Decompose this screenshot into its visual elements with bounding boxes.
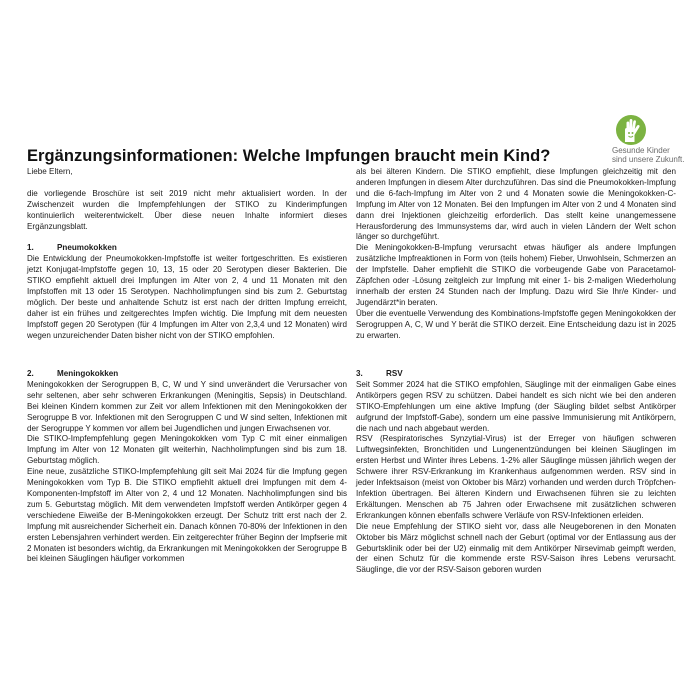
- hand-logo-icon: [616, 115, 646, 145]
- section-3-paragraph-3: Die neue Empfehlung der STIKO sieht vor, dass alle Neugeborenen in den Monaten Oktober bis März möglichst schnell nach der Geburt (optimal vor der Entlassung aus der Geburtsklinik oder bei der U2) einmalig mit dem Antikörper Nirsevimab geimpft werden, der einen Schutz für die kommende erste RSV-Saison ihres Lebens verursacht. Säuglinge, die vor der RSV-Saison geboren wurden: [356, 521, 676, 575]
- right-column-top: [356, 167, 676, 342]
- section-2-paragraph-2: Die STIKO-Impfempfehlung gegen Meningokokken vom Typ C mit einer einmaligen Impfung im Alter von 12 Monaten gilt weiterhin, Nachholimpfungen sind bis zum 18. Geburtstag möglich.: [27, 434, 347, 466]
- section-3-paragraph-2: RSV (Respiratorisches Synzytial-Virus) ist der Erreger von häufigen schweren Luftwegsinfekten, Bronchitiden und Lungenentzündungen bei kleinen Säuglingen im ersten Herbst und Winter ihres Lebens. 1-2% aller Säuglinge müssen jährlich wegen der Schwere ihrer RSV-Erkrankung im Krankenhaus aufgenommen werden. RSV sind in jeder Infektsaison (meist von Oktober bis März) vorhanden und werden durch Tröpfchen-Infektion übertragen. Bei älteren Kindern und Erwachsenen führen sie zu leichten Erkältungen. Menschen ab 75 Jahren oder Erwachsene mit zusätzlichen schweren Erkrankungen können ebenfalls schwere Verläufe von RSV-Infektionen erleiden.: [356, 434, 676, 520]
- logo-line-1: Gesunde Kinder: [612, 146, 670, 155]
- section-2-number: 2.: [27, 369, 34, 378]
- section-1-number: 1.: [27, 243, 34, 253]
- intro-paragraph: die vorliegende Broschüre ist seit 2019 nicht mehr aktualisiert worden. In der Zwischenzeit wurden die Impfempfehlungen der STIKO zu Kinderimpfungen kontinuierlich weiterentwickelt. Über diese neuen Inhalte informiert dieses Ergänzungsblatt.: [27, 188, 347, 231]
- section-3-title: RSV: [386, 369, 403, 378]
- left-column-top: [27, 167, 347, 341]
- section-2-heading: [27, 369, 347, 380]
- section-2-paragraph-1: Meningokokken der Serogruppen B, C, W und Y sind unverändert die Verursacher von sehr seltenen, aber sehr schweren Erkrankungen (Meningitis, Sepsis) in Deutschland. Bei kleinen Kindern kommen zur Zeit vor allem Infektionen mit den Meningokokken der Serogruppe B vor. Infektionen mit den Serogruppen C und W sind selten, Infektionen mit der Serogruppe Y kommen vor allem bei Jugendlichen und jungen Erwachsenen vor.: [27, 379, 347, 433]
- section-3-number: 3.: [356, 369, 363, 378]
- section-1-heading: [27, 243, 347, 254]
- meningokokken-acwy: Über die eventuelle Verwendung des Kombinations-Impfstoffe gegen Meningokokken der Serogruppen A, C, W und Y berät die STIKO derzeit. Eine Entscheidung dazu ist in 2025 zu erwarten.: [356, 308, 676, 340]
- meningokokken-continued: als bei älteren Kindern. Die STIKO empfiehlt, diese Impfungen gleichzeitig mit den anderen Impfungen in diesem Alter durchzuführen. Das sind die Pneumokokken-Impfung und die 6-fach-Impfung im Alter von 2 und 4 Monaten sowie die Meningokokken-C-Impfung im Alter von 12 Monaten. Bei den Impfungen im Alter von 2 und 4 Monaten sind dann drei Injektionen gleichzeitig erforderlich. Das stellt keine unangemessene Herausforderung des Immunsystems dar, wird auch in vielen Ländern der Welt schon länger so durchgeführt.: [356, 167, 676, 242]
- salutation: Liebe Eltern,: [27, 167, 73, 176]
- logo: [612, 115, 696, 164]
- meningokokken-b-reactions: Die Meningokokken-B-Impfung verursacht etwas häufiger als andere Impfungen zusätzliche Impfreaktionen in Form von (teils hohem) Fieber, Unwohlsein, Schmerzen an der Impfstelle. Daher empfiehlt die STIKO die vorbeugende Gabe von Paracetamol-Zäpfchen oder -Lösung zeitgleich zur Impfung mit einer 1- bis 2-maligen Wiederholung innerhalb der ersten 24 Stunden nach der Impfung. Dazu wird Sie Ihr/e Kinder- und Jugendärzt*in beraten.: [356, 243, 676, 307]
- section-2-paragraph-3: Eine neue, zusätzliche STIKO-Impfempfehlung gilt seit Mai 2024 für die Impfung gegen Meningokokken vom Typ B. Die STIKO empfiehlt aktuell drei Impfungen mit dem 4-Komponenten-Impfstoff im Alter von 2, 4 und 12 Monaten. Nachholimpfungen sind bis zum 5. Geburtstag möglich. Mit dem verwendeten Impfstoff werden Antikörper gegen 4 verschiedene Eiweiße der B-Meningokokken erzeugt. Der Schutz tritt erst nach der 2. Impfung mit ausreichender Sicherheit ein. Danach können 70-80% der Infektionen in den ersten Lebensjahren verhindert werden. Ein zeitgerechter früher Beginn der Impfserie mit 2 Monaten ist besonders wichtig, da Erkrankungen mit Meningokokken der Serogruppe B bei kleinen Säuglingen häufiger vorkommen: [27, 467, 347, 564]
- section-3-heading: [356, 369, 676, 380]
- section-3-paragraph-1: Seit Sommer 2024 hat die STIKO empfohlen, Säuglinge mit der einmaligen Gabe eines Antikörpers gegen RSV zu schützen. Dabei handelt es sich nicht wie bei den anderen STIKO-Empfehlungen um eine aktive Impfung (der Säugling bildet selbst Antikörper aufgrund der Impfstoff-Gabe), sondern um eine passive Immunisierung mit Antikörpern, die nach und nach abgebaut werden.: [356, 379, 676, 433]
- section-1-title: Pneumokokken: [57, 243, 117, 253]
- section-3: [356, 369, 676, 576]
- logo-tagline: [612, 147, 696, 164]
- section-2: [27, 369, 347, 565]
- section-2-title: Meningokokken: [57, 369, 119, 378]
- logo-line-2: sind unsere Zukunft.: [612, 154, 685, 164]
- section-1-text: Die Entwicklung der Pneumokokken-Impfstoffe ist weiter fortgeschritten. Es existieren jetzt Konjugat-Impfstoffe gegen 10, 13, 15 oder 20 Serotypen dieser Bakterien. Die STIKO empfiehlt aktuell drei Impfungen im Alter von 2, 4 und 11 Monaten mit den Impfstoffen mit 13 oder 15 Serotypen. Nachholimpfungen sind bis zum 2. Geburtstag möglich. Der beste und anhaltende Schutz ist erst nach der dritten Impfung erreicht, daher ist ein frühes und zeitgerechtes Impfen wichtig. Die Impfung mit dem neuesten Impfstoff gegen 20 Serotypen (für 4 Impfungen im Alter von 2,3,4 und 12 Monaten) wird wegen unzureichender Daten bisher nicht von der STIKO empfohlen.: [27, 254, 347, 340]
- page-title: Ergänzungsinformationen: Welche Impfungen braucht mein Kind?: [27, 147, 551, 165]
